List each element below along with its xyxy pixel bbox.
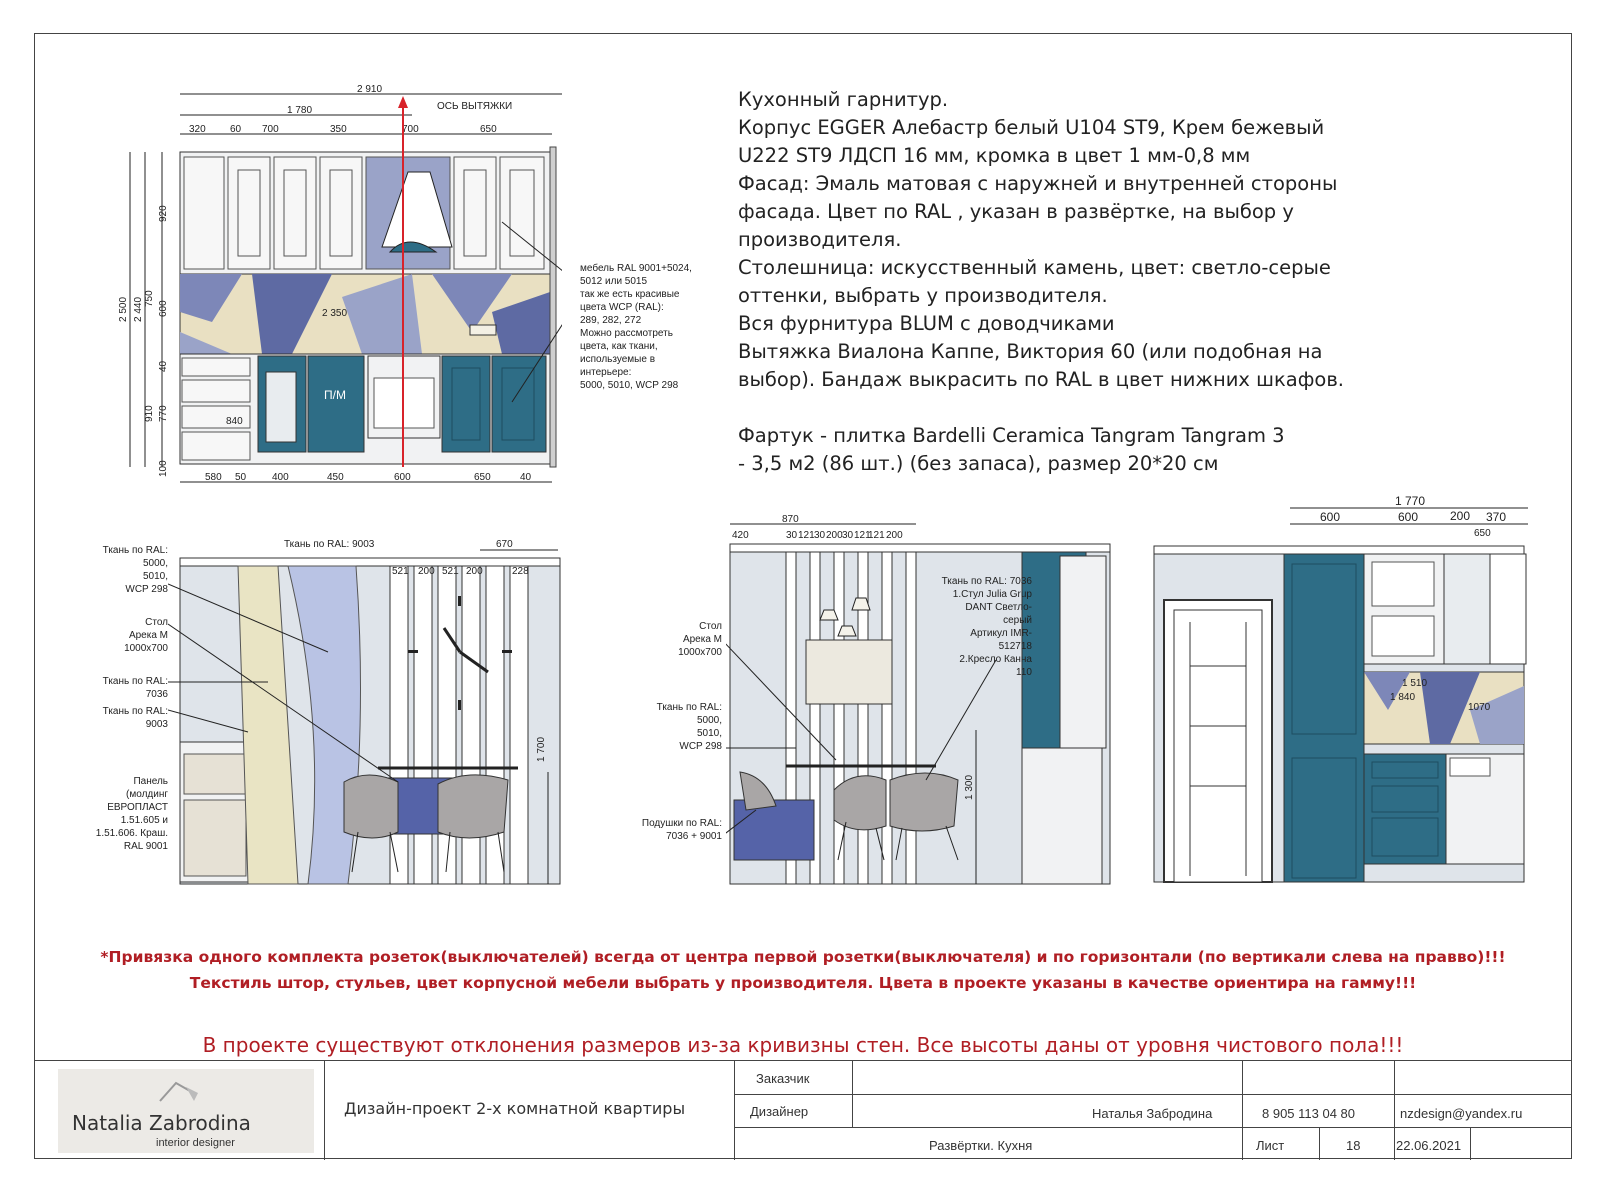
svg-text:600: 600 bbox=[394, 472, 411, 483]
sheet-label: Лист bbox=[1256, 1138, 1285, 1153]
svg-text:30: 30 bbox=[786, 530, 798, 541]
fabric-top-label: Ткань по RAL: 9003 bbox=[284, 539, 375, 550]
spec-line: Фасад: Эмаль матовая с наружней и внутренней стороны bbox=[738, 172, 1338, 195]
curvature-note: В проекте существуют отклонения размеров из-за кривизны стен. Все высоты даны от уровня чистового пола!!! bbox=[202, 1033, 1404, 1057]
svg-text:700: 700 bbox=[402, 124, 419, 135]
spec-line bbox=[738, 394, 1438, 422]
dim-650: 650 bbox=[1474, 528, 1491, 539]
spec-line: фасада. Цвет по RAL , указан в развёртке, на выбор у bbox=[738, 200, 1294, 223]
svg-text:600: 600 bbox=[1398, 510, 1419, 524]
svg-text:60: 60 bbox=[230, 124, 242, 135]
svg-text:40: 40 bbox=[520, 472, 532, 483]
designer-phone: 8 905 113 04 80 bbox=[1262, 1106, 1356, 1121]
corner-small-dims bbox=[732, 530, 903, 541]
svg-text:200: 200 bbox=[826, 530, 843, 541]
svg-text:420: 420 bbox=[732, 530, 749, 541]
svg-text:600: 600 bbox=[1320, 510, 1341, 524]
svg-text:650: 650 bbox=[474, 472, 491, 483]
dim-670: 670 bbox=[496, 539, 513, 550]
bottom-dims bbox=[205, 472, 532, 483]
dim-total: 2 910 bbox=[357, 84, 383, 95]
designer-email: nzdesign@yandex.ru bbox=[1400, 1106, 1523, 1121]
svg-text:650: 650 bbox=[480, 124, 497, 135]
dim-1510: 1 510 bbox=[1402, 678, 1428, 689]
svg-text:200: 200 bbox=[886, 530, 903, 541]
title-block bbox=[34, 1060, 1572, 1160]
furniture-color-note: мебель RAL 9001+5024, 5012 или 5015 так же есть красивые цвета WCP (RAL): 289, 282, 272 Можно рассмотреть цвета, как ткани, используемые в интерьере: 5000, 5010, WCP 298 bbox=[580, 263, 692, 391]
axis-label: ОСЬ ВЫТЯЖКИ bbox=[437, 101, 513, 112]
svg-text:200: 200 bbox=[1450, 509, 1471, 523]
logo-subtitle: interior designer bbox=[156, 1137, 235, 1149]
svg-text:121: 121 bbox=[854, 530, 871, 541]
svg-text:521: 521 bbox=[442, 566, 459, 577]
svg-text:121: 121 bbox=[798, 530, 815, 541]
warning-line-2: Текстиль штор, стульев, цвет корпусной мебели выбрать у производителя. Цвета в проекте указаны в качестве ориентира на гамму!!! bbox=[189, 974, 1417, 992]
spec-line: Корпус EGGER Алебастр белый U104 ST9, Крем бежевый bbox=[738, 116, 1325, 139]
elevation-kitchen bbox=[112, 82, 562, 502]
svg-text:200: 200 bbox=[466, 566, 483, 577]
svg-text:770: 770 bbox=[158, 405, 169, 422]
left-dims bbox=[144, 205, 169, 477]
dim-870: 870 bbox=[782, 514, 799, 525]
sheet-number: 18 bbox=[1346, 1138, 1361, 1153]
elevation-dining-corner bbox=[726, 510, 1126, 892]
svg-text:450: 450 bbox=[327, 472, 344, 483]
sheet-title: Развёртки. Кухня bbox=[929, 1138, 1033, 1153]
spec-line: выбор). Бандаж выкрасить по RAL в цвет нижних шкафов. bbox=[738, 368, 1345, 391]
elevation-dining-curtain bbox=[168, 532, 578, 892]
svg-text:580: 580 bbox=[205, 472, 222, 483]
top-dims bbox=[189, 124, 497, 135]
dim-sub: 1 780 bbox=[287, 105, 313, 116]
elevation-c-labels-right: Ткань по RAL: 7036 1.Стул Julia Grup DANT Светло- серый Артикул IMR- 512718 2.Кресло Канна 110 bbox=[941, 576, 1032, 678]
dim-1840: 1 840 bbox=[1390, 692, 1416, 703]
warning-line-1: *Привязка одного комплекта розеток(выключателей) всегда от центра первой розетки(выключателя) и по горизонтали (по вертикали слева на правво)!!! bbox=[100, 948, 1506, 966]
dim-height-total: 2 500 bbox=[118, 296, 129, 322]
spec-line: Вытяжка Виалона Каппе, Виктория 60 (или подобная на bbox=[738, 340, 1323, 363]
svg-text:228: 228 bbox=[512, 566, 529, 577]
dim-1770: 1 770 bbox=[1395, 496, 1426, 508]
kitchen-specification bbox=[738, 86, 1438, 478]
svg-text:100: 100 bbox=[158, 460, 169, 477]
dim-height-sub: 2 440 bbox=[133, 296, 144, 322]
dim-1070: 1070 bbox=[1468, 702, 1491, 713]
sheet-date: 22.06.2021 bbox=[1396, 1138, 1462, 1153]
svg-text:121: 121 bbox=[868, 530, 885, 541]
cabinet-label: П/М bbox=[324, 388, 346, 402]
elevation-door-column bbox=[1150, 496, 1532, 892]
spec-line: U222 ST9 ЛДСП 16 мм, кромка в цвет 1 мм-0,8 мм bbox=[738, 144, 1251, 167]
spec-line: Вся фурнитура BLUM с доводчиками bbox=[738, 312, 1115, 335]
project-title: Дизайн-проект 2-х комнатной квартиры bbox=[344, 1099, 686, 1118]
svg-text:920: 920 bbox=[158, 205, 169, 222]
svg-text:750: 750 bbox=[144, 290, 155, 307]
svg-text:30: 30 bbox=[814, 530, 826, 541]
spec-line: оттенки, выбрать у производителя. bbox=[738, 284, 1108, 307]
svg-text:370: 370 bbox=[1486, 510, 1507, 524]
svg-text:200: 200 bbox=[418, 566, 435, 577]
elevation-c-labels-left: Стол Арека М 1000х700 Ткань по RAL: 5000, 5010, WCP 298 Подушки по RAL: 7036 + 9001 bbox=[641, 621, 722, 842]
spec-line: Кухонный гарнитур. bbox=[738, 88, 949, 111]
designer-label: Дизайнер bbox=[750, 1104, 809, 1119]
dim-1700: 1 700 bbox=[536, 736, 547, 762]
svg-text:350: 350 bbox=[330, 124, 347, 135]
svg-text:521: 521 bbox=[392, 566, 409, 577]
svg-text:30: 30 bbox=[842, 530, 854, 541]
svg-text:400: 400 bbox=[272, 472, 289, 483]
svg-text:320: 320 bbox=[189, 124, 206, 135]
dim-840: 840 bbox=[226, 416, 243, 427]
svg-text:600: 600 bbox=[158, 300, 169, 317]
svg-text:910: 910 bbox=[144, 405, 155, 422]
customer-label: Заказчик bbox=[756, 1071, 810, 1086]
elevation-b-labels: Ткань по RAL: 5000, 5010, WCP 298 Стол Арека М 1000х700 Ткань по RAL: 7036 Ткань по RAL: 9003 Панель (молдинг ЕВРОПЛАСТ 1.51.605 и 1.51.606. Краш. RAL 9001 bbox=[95, 545, 168, 852]
designer-logo bbox=[58, 1069, 314, 1153]
svg-text:700: 700 bbox=[262, 124, 279, 135]
spec-line: - 3,5 м2 (86 шт.) (без запаса), размер 20*20 см bbox=[738, 452, 1219, 475]
spec-line: производителя. bbox=[738, 228, 902, 251]
spec-line: Столешница: искусственный камень, цвет: светло-серые bbox=[738, 256, 1331, 279]
logo-name: Natalia Zabrodina bbox=[72, 1111, 251, 1135]
designer-name: Наталья Забродина bbox=[1092, 1106, 1213, 1121]
dim-apron: 2 350 bbox=[322, 308, 348, 319]
lamp-icon bbox=[154, 1073, 204, 1103]
svg-text:50: 50 bbox=[235, 472, 247, 483]
dim-1300: 1 300 bbox=[964, 774, 975, 800]
svg-text:40: 40 bbox=[158, 360, 169, 372]
spec-line: Фартук - плитка Bardelli Ceramica Tangram Tangram 3 bbox=[738, 424, 1285, 447]
column-dims bbox=[1320, 509, 1506, 524]
